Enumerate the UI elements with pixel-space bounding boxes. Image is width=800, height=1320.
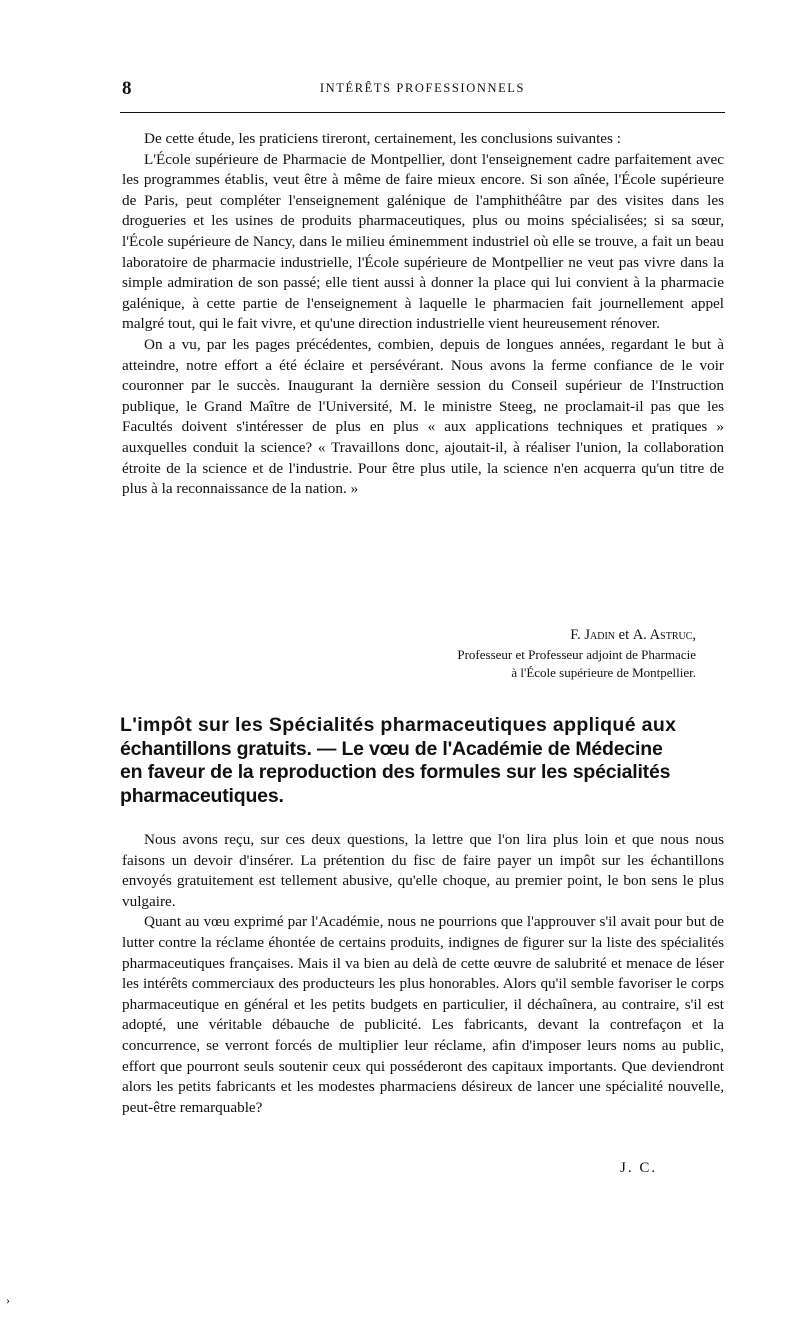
page-number: 8: [122, 78, 132, 99]
article2-heading: [120, 714, 728, 808]
heading-line: échantillons gratuits. — Le vœu de l'Académie de Médecine: [120, 737, 663, 760]
heading-line: L'impôt sur les Spécialités pharmaceutiques appliqué aux: [120, 714, 677, 736]
author-initials: J. C.: [620, 1160, 658, 1176]
running-title: INTÉRÊTS PROFESSIONNELS: [319, 81, 526, 95]
signature-title: Professeur et Professeur adjoint de Pharmacie: [457, 647, 696, 662]
signature-affiliation: à l'École supérieure de Montpellier.: [511, 665, 696, 680]
author-conjunction: et: [618, 627, 630, 643]
paragraph: Quant au vœu exprimé par l'Académie, nous ne pourrions que l'approuver s'il avait pour but de lutter contre la réclame éhontée de certains produits, indignes de figurer sur la liste des spécialités pharmaceutiques françaises. Mais il va bien au delà de cette œuvre de salubrité et menace de léser les intérêts commerciaux des producteurs les plus honorables. Alors qu'il semble favoriser le corps pharmaceutique en général et les petits budgets en particulier, il déchaînera, au contraire, s'il est adopté, une véritable débauche de publicité. Les fabricants, devant la contrefaçon et la concurrence, se verront forcés de multiplier leur réclame, afin d'imposer leurs noms au public, effort que pourront seuls soutenir ceux qui posséderont des capitaux importants. Que deviendront alors les petits fabricants et les modestes pharmaciens désireux de lancer une spécialité nouvelle, peut-être remarquable?: [122, 913, 724, 1116]
paragraph: On a vu, par les pages précédentes, combien, depuis de longues années, regardant le but à atteindre, notre effort a été éclaire et persévérant. Nous avons la ferme confiance de le voir couronner par le succès. Inaugurant la dernière session du Conseil supérieur de l'Instruction publique, le Grand Maître de l'Université, M. le ministre Steeg, ne proclamait-il pas que les Facultés doivent s'intéresser de plus en plus « aux applications techniques et pratiques » auxquelles conduit la science? « Travaillons donc, ajoutait-il, à réaliser l'union, la collaboration étroite de la science et de l'industrie. Pour être plus utile, la science n'en acquerra qu'un titre de plus à la reconnaissance de la nation. »: [122, 335, 724, 498]
signature-block: [122, 624, 696, 682]
paragraph: Nous avons reçu, sur ces deux questions, la lettre que l'on lira plus loin et que nous nous faisons un devoir d'insérer. La prétention du fisc de faire payer un impôt sur les échantillons envoyés gratuitement est tellement abusive, qu'elle choque, au premier point, le bon sens le plus vulgaire.: [122, 831, 724, 910]
article1-body: [122, 129, 724, 500]
author-1: F. Jadin: [570, 627, 616, 643]
header-rule: [120, 112, 725, 113]
signature-authors: [122, 624, 696, 646]
heading-line: en faveur de la reproduction des formules sur les spécialités: [120, 761, 671, 783]
paragraph: L'École supérieure de Pharmacie de Montpellier, dont l'enseignement cadre parfaitement avec les programmes établis, veut être à même de faire mieux encore. Si son aînée, l'École supérieure de Paris, peut compléter l'enseignement galénique de l'amphithéâtre par des visites dans les drogueries et les usines de produits pharmaceutiques, plus ou moins spécialisées; si sa sœur, l'École supérieure de Nancy, dans le milieu éminemment industriel où elle se trouve, a fait un beau laboratoire de pharmacie industrielle, l'École supérieure de Montpellier ne veut pas vivre dans la simple admiration de son passé; elle tient aussi à donner la place qui lui convient à la pharmacie galénique, à cette partie de l'enseignement à laquelle le pharmacien fait journellement appel malgré tout, qui le fait vivre, et qu'une direction industrielle vient heureusement rénover.: [122, 150, 724, 333]
paragraph: De cette étude, les praticiens tireront, certainement, les conclusions suivantes :: [144, 130, 621, 147]
author-2: A. Astruc,: [632, 627, 696, 643]
heading-line: pharmaceutiques.: [120, 784, 284, 807]
page-header: [120, 78, 725, 104]
margin-mark: ›: [6, 1293, 10, 1307]
article2-body: [122, 830, 724, 1118]
